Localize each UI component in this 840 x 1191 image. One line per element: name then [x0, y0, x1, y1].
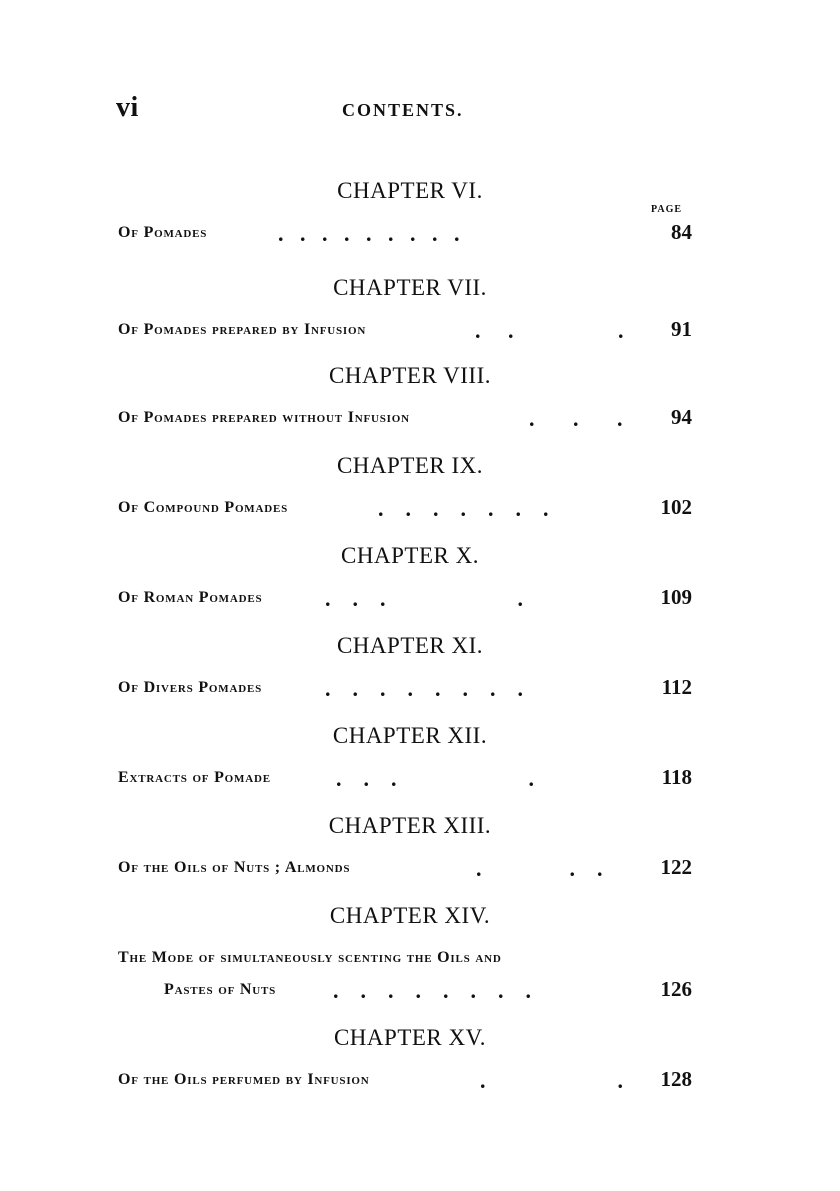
toc-line[interactable]	[118, 1069, 692, 1095]
toc-entry-chapter-11	[118, 633, 692, 703]
running-head: CONTENTS.	[342, 100, 464, 120]
chapter-heading: CHAPTER XI.	[336, 633, 484, 658]
entry-title: Of the Oils perfumed by Infusion	[118, 1071, 370, 1088]
chapter-heading: CHAPTER XIII.	[328, 813, 492, 838]
toc-entry-chapter-6	[118, 178, 692, 248]
leader-dots: . . . . . . .	[378, 496, 549, 521]
toc-line[interactable]	[118, 319, 692, 345]
leader-dots: . . . . . . . .	[333, 978, 531, 1003]
toc-line[interactable]	[118, 587, 692, 613]
toc-entry-chapter-15	[118, 1025, 692, 1095]
toc-entry-chapter-12	[118, 723, 692, 793]
entry-title: Extracts of Pomade	[118, 769, 271, 786]
leader-dots: . . . .	[325, 586, 523, 611]
toc-line[interactable]	[118, 497, 692, 523]
entry-page: 91	[671, 317, 692, 341]
chapter-heading: CHAPTER IX.	[336, 453, 484, 478]
leader-dots: . .	[480, 1068, 623, 1093]
entry-title: Of Pomades prepared by Infusion	[118, 321, 367, 338]
page-number: vi	[116, 92, 139, 123]
leader-dots: . . . . . . . . .	[278, 221, 460, 246]
entry-page: 84	[671, 220, 692, 244]
leader-dots: . . . . . . . .	[325, 676, 523, 701]
entry-title: Of Pomades prepared without Infusion	[118, 409, 410, 426]
chapter-heading: CHAPTER VIII.	[329, 363, 491, 388]
toc-entry-chapter-13	[118, 813, 692, 883]
toc-line[interactable]	[118, 677, 692, 703]
entry-page: 122	[660, 855, 692, 879]
entry-page: 94	[671, 405, 692, 429]
toc-line[interactable]	[118, 407, 692, 433]
page-header	[116, 92, 690, 132]
entry-title: Of the Oils of Nuts ; Almonds	[118, 859, 351, 876]
chapter-heading: CHAPTER XII.	[332, 723, 488, 748]
entry-page: 112	[661, 675, 692, 699]
toc-line[interactable]	[118, 767, 692, 793]
leader-dots: . . .	[475, 318, 624, 343]
entry-page: 128	[660, 1067, 692, 1091]
entry-title: Of Compound Pomades	[118, 499, 289, 516]
toc-line[interactable]	[118, 222, 692, 248]
chapter-heading: CHAPTER VI.	[337, 178, 483, 203]
toc-entry-chapter-10	[118, 543, 692, 613]
entry-page: 102	[660, 495, 692, 519]
leader-dots: . . .	[476, 856, 603, 881]
chapter-heading: CHAPTER XV.	[333, 1025, 487, 1050]
chapter-heading: CHAPTER XIV.	[329, 903, 491, 928]
toc-entry-chapter-14	[118, 903, 692, 1005]
leader-dots: . . .	[529, 406, 623, 431]
entry-page: 118	[661, 765, 692, 789]
entry-title: Of Pomades	[118, 224, 208, 241]
toc-line[interactable]	[118, 947, 692, 1005]
toc-line[interactable]	[118, 857, 692, 883]
entry-title: Of Roman Pomades	[118, 589, 263, 606]
page-column-label: PAGE	[651, 204, 683, 215]
chapter-heading: CHAPTER X.	[341, 543, 479, 568]
toc-entry-chapter-8	[118, 363, 692, 433]
toc-entry-chapter-7	[118, 275, 692, 345]
chapter-heading: CHAPTER VII.	[333, 275, 487, 300]
toc-entry-chapter-9	[118, 453, 692, 523]
entry-title: Of Divers Pomades	[118, 679, 262, 696]
entry-title: The Mode of simultaneously scenting the Oils and	[118, 949, 502, 966]
leader-dots: . . . .	[336, 766, 534, 791]
entry-page: 109	[660, 585, 692, 609]
entry-title-continued: Pastes of Nuts	[164, 981, 277, 998]
entry-page: 126	[660, 977, 692, 1001]
